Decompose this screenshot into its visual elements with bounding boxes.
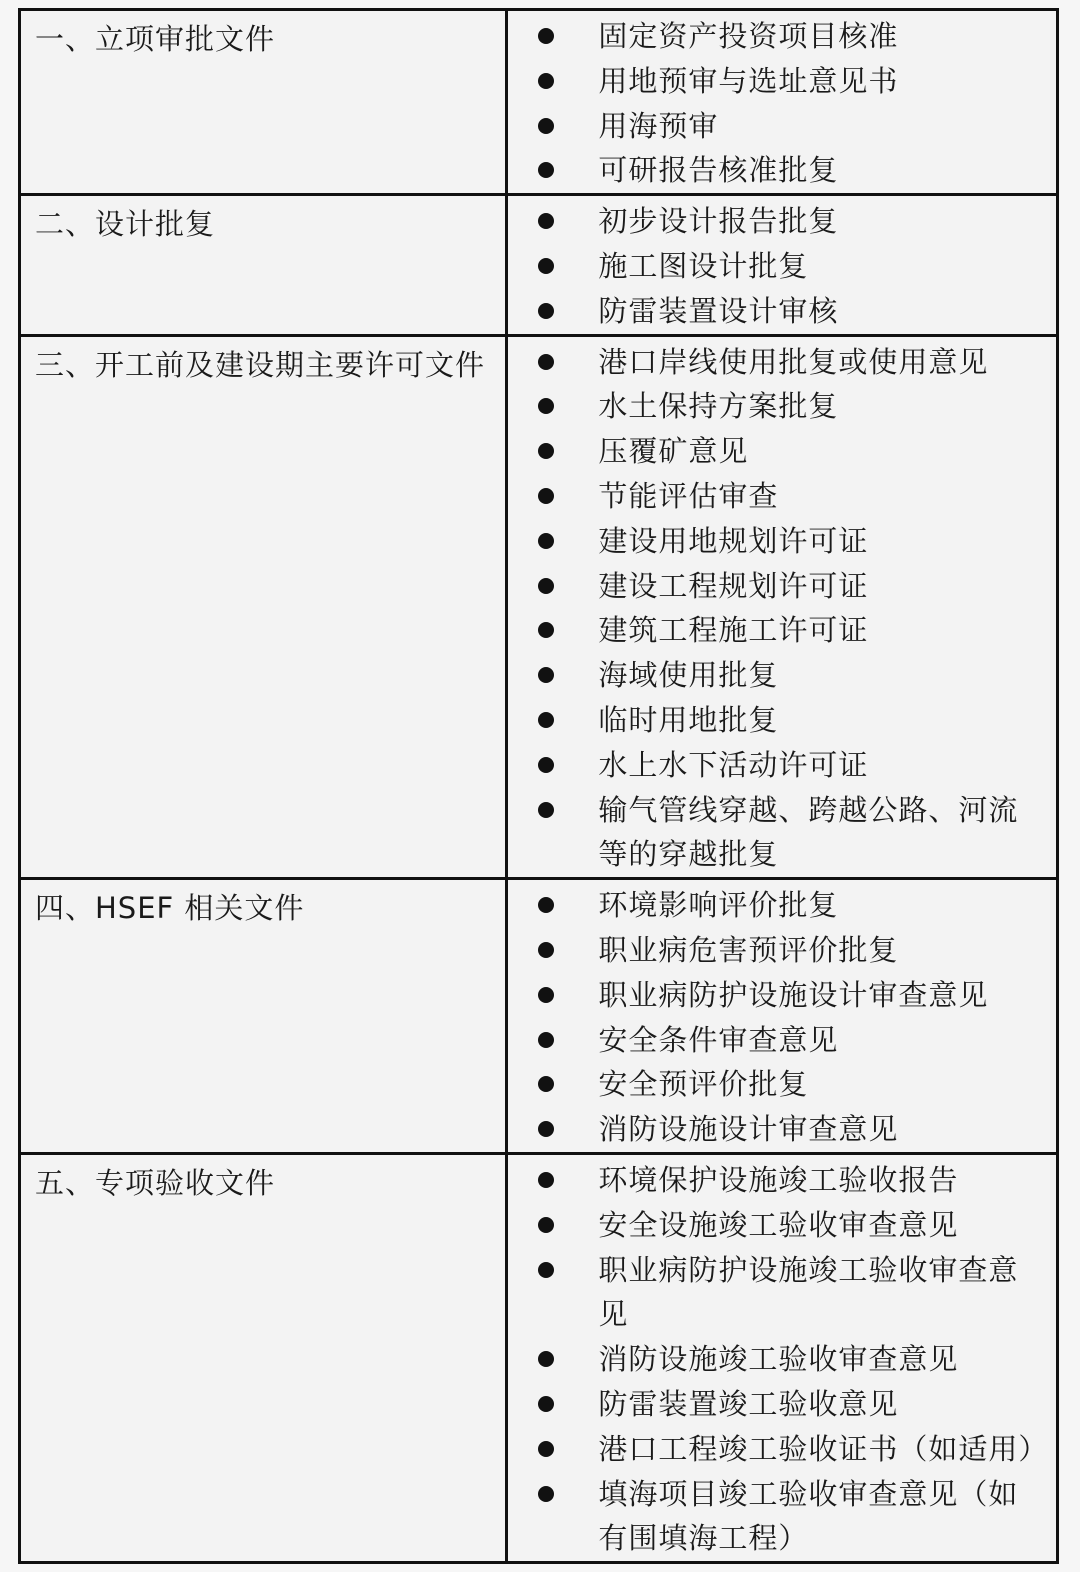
list-item <box>508 474 1056 519</box>
bullet-icon <box>538 118 554 134</box>
item-list <box>508 337 1056 878</box>
section-cell <box>20 195 507 335</box>
bullet-icon <box>538 757 554 773</box>
list-item <box>508 1337 1056 1382</box>
section-title: 五、专项验收文件 <box>35 1165 276 1200</box>
list-item-text: 安全设施竣工验收审查意见 <box>598 1207 959 1242</box>
list-item <box>508 244 1056 289</box>
list-item <box>508 14 1056 59</box>
list-item-text: 港口岸线使用批复或使用意见 <box>598 344 989 379</box>
list-item <box>508 1382 1056 1427</box>
bullet-icon <box>538 28 554 44</box>
list-item-text: 可研报告核准批复 <box>598 153 839 188</box>
list-item <box>508 340 1056 385</box>
list-item <box>508 928 1056 973</box>
list-item-text: 消防设施设计审查意见 <box>598 1112 899 1147</box>
bullet-icon <box>538 213 554 229</box>
bullet-icon <box>538 1262 554 1278</box>
items-cell <box>507 10 1058 195</box>
bullet-icon <box>538 622 554 638</box>
bullet-icon <box>538 712 554 728</box>
bullet-icon <box>538 488 554 504</box>
bullet-icon <box>538 398 554 414</box>
items-cell <box>507 1153 1058 1562</box>
item-list <box>508 880 1056 1152</box>
table-row <box>20 1153 1058 1562</box>
table-row <box>20 10 1058 195</box>
section-title: 三、开工前及建设期主要许可文件 <box>35 347 486 382</box>
list-item-text: 用海预审 <box>598 108 719 143</box>
item-list <box>508 1155 1056 1561</box>
list-item <box>508 104 1056 149</box>
bullet-icon <box>538 354 554 370</box>
section-cell <box>20 879 507 1154</box>
list-item-text: 建筑工程施工许可证 <box>598 613 869 648</box>
section-title: 一、立项审批文件 <box>35 22 276 56</box>
list-item <box>508 429 1056 474</box>
list-item-text: 临时用地批复 <box>598 702 779 737</box>
list-item-text: 环境保护设施竣工验收报告 <box>598 1162 959 1197</box>
approval-documents-table <box>18 8 1059 1564</box>
list-item <box>508 883 1056 928</box>
bullet-icon <box>538 533 554 549</box>
list-item <box>508 289 1056 334</box>
bullet-icon <box>538 942 554 958</box>
list-item <box>508 564 1056 609</box>
bullet-icon <box>538 1396 554 1412</box>
bullet-icon <box>538 578 554 594</box>
bullet-icon <box>538 987 554 1003</box>
list-item-text: 港口工程竣工验收证书（如适用） <box>598 1431 1049 1466</box>
list-item <box>508 653 1056 698</box>
items-cell <box>507 879 1058 1154</box>
list-item-text: 水上水下活动许可证 <box>598 747 869 782</box>
list-item-text: 施工图设计批复 <box>598 248 809 283</box>
bullet-icon <box>538 667 554 683</box>
items-cell <box>507 335 1058 879</box>
list-item <box>508 1158 1056 1203</box>
list-item-text: 建设工程规划许可证 <box>598 568 869 603</box>
bullet-icon <box>538 802 554 818</box>
bullet-icon <box>538 1121 554 1137</box>
list-item-text: 防雷装置设计审核 <box>598 293 839 328</box>
list-item <box>508 59 1056 104</box>
bullet-icon <box>538 258 554 274</box>
list-item-text: 节能评估审查 <box>598 478 779 513</box>
items-cell <box>507 195 1058 335</box>
list-item <box>508 384 1056 429</box>
list-item-text: 固定资产投资项目核准 <box>598 19 899 53</box>
list-item-text: 防雷装置竣工验收意见 <box>598 1386 899 1421</box>
list-item <box>508 973 1056 1018</box>
list-item-text: 安全条件审查意见 <box>598 1022 839 1057</box>
list-item-text: 压覆矿意见 <box>598 434 749 469</box>
bullet-icon <box>538 162 554 178</box>
list-item-text: 职业病危害预评价批复 <box>598 932 899 967</box>
list-item-text: 用地预审与选址意见书 <box>598 63 899 98</box>
section-cell <box>20 1153 507 1562</box>
list-item-text: 输气管线穿越、跨越公路、河流等的穿越批复 <box>598 792 1019 872</box>
list-item <box>508 1427 1056 1472</box>
bullet-icon <box>538 1486 554 1502</box>
list-item <box>508 1472 1056 1562</box>
table-body <box>20 10 1058 1563</box>
list-item <box>508 1203 1056 1248</box>
list-item-text: 职业病防护设施竣工验收审查意见 <box>598 1252 1019 1332</box>
section-title: 二、设计批复 <box>35 207 216 242</box>
list-item <box>508 148 1056 193</box>
table-row <box>20 195 1058 335</box>
table-row <box>20 335 1058 879</box>
bullet-icon <box>538 1172 554 1188</box>
list-item-text: 水土保持方案批复 <box>598 389 839 424</box>
section-title: 四、HSEF 相关文件 <box>35 891 305 926</box>
list-item <box>508 743 1056 788</box>
list-item-text: 海域使用批复 <box>598 658 779 693</box>
bullet-icon <box>538 303 554 319</box>
section-cell <box>20 10 507 195</box>
bullet-icon <box>538 1217 554 1233</box>
list-item-text: 安全预评价批复 <box>598 1067 809 1102</box>
list-item-text: 消防设施竣工验收审查意见 <box>598 1342 959 1377</box>
list-item-text: 建设用地规划许可证 <box>598 523 869 558</box>
list-item-text: 职业病防护设施设计审查意见 <box>598 977 989 1012</box>
list-item-text: 初步设计报告批复 <box>598 204 839 239</box>
bullet-icon <box>538 1441 554 1457</box>
list-item <box>508 788 1056 878</box>
list-item <box>508 1018 1056 1063</box>
bullet-icon <box>538 1032 554 1048</box>
bullet-icon <box>538 73 554 89</box>
list-item-text: 填海项目竣工验收审查意见（如有围填海工程） <box>598 1476 1019 1556</box>
item-list <box>508 196 1056 333</box>
list-item <box>508 1248 1056 1338</box>
bullet-icon <box>538 1076 554 1092</box>
bullet-icon <box>538 443 554 459</box>
bullet-icon <box>538 897 554 913</box>
list-item <box>508 1107 1056 1152</box>
list-item <box>508 519 1056 564</box>
bullet-icon <box>538 1351 554 1367</box>
list-item <box>508 698 1056 743</box>
list-item <box>508 1062 1056 1107</box>
list-item <box>508 608 1056 653</box>
list-item <box>508 199 1056 244</box>
section-cell <box>20 335 507 879</box>
list-item-text: 环境影响评价批复 <box>598 888 839 923</box>
table-row <box>20 879 1058 1154</box>
item-list <box>508 11 1056 193</box>
